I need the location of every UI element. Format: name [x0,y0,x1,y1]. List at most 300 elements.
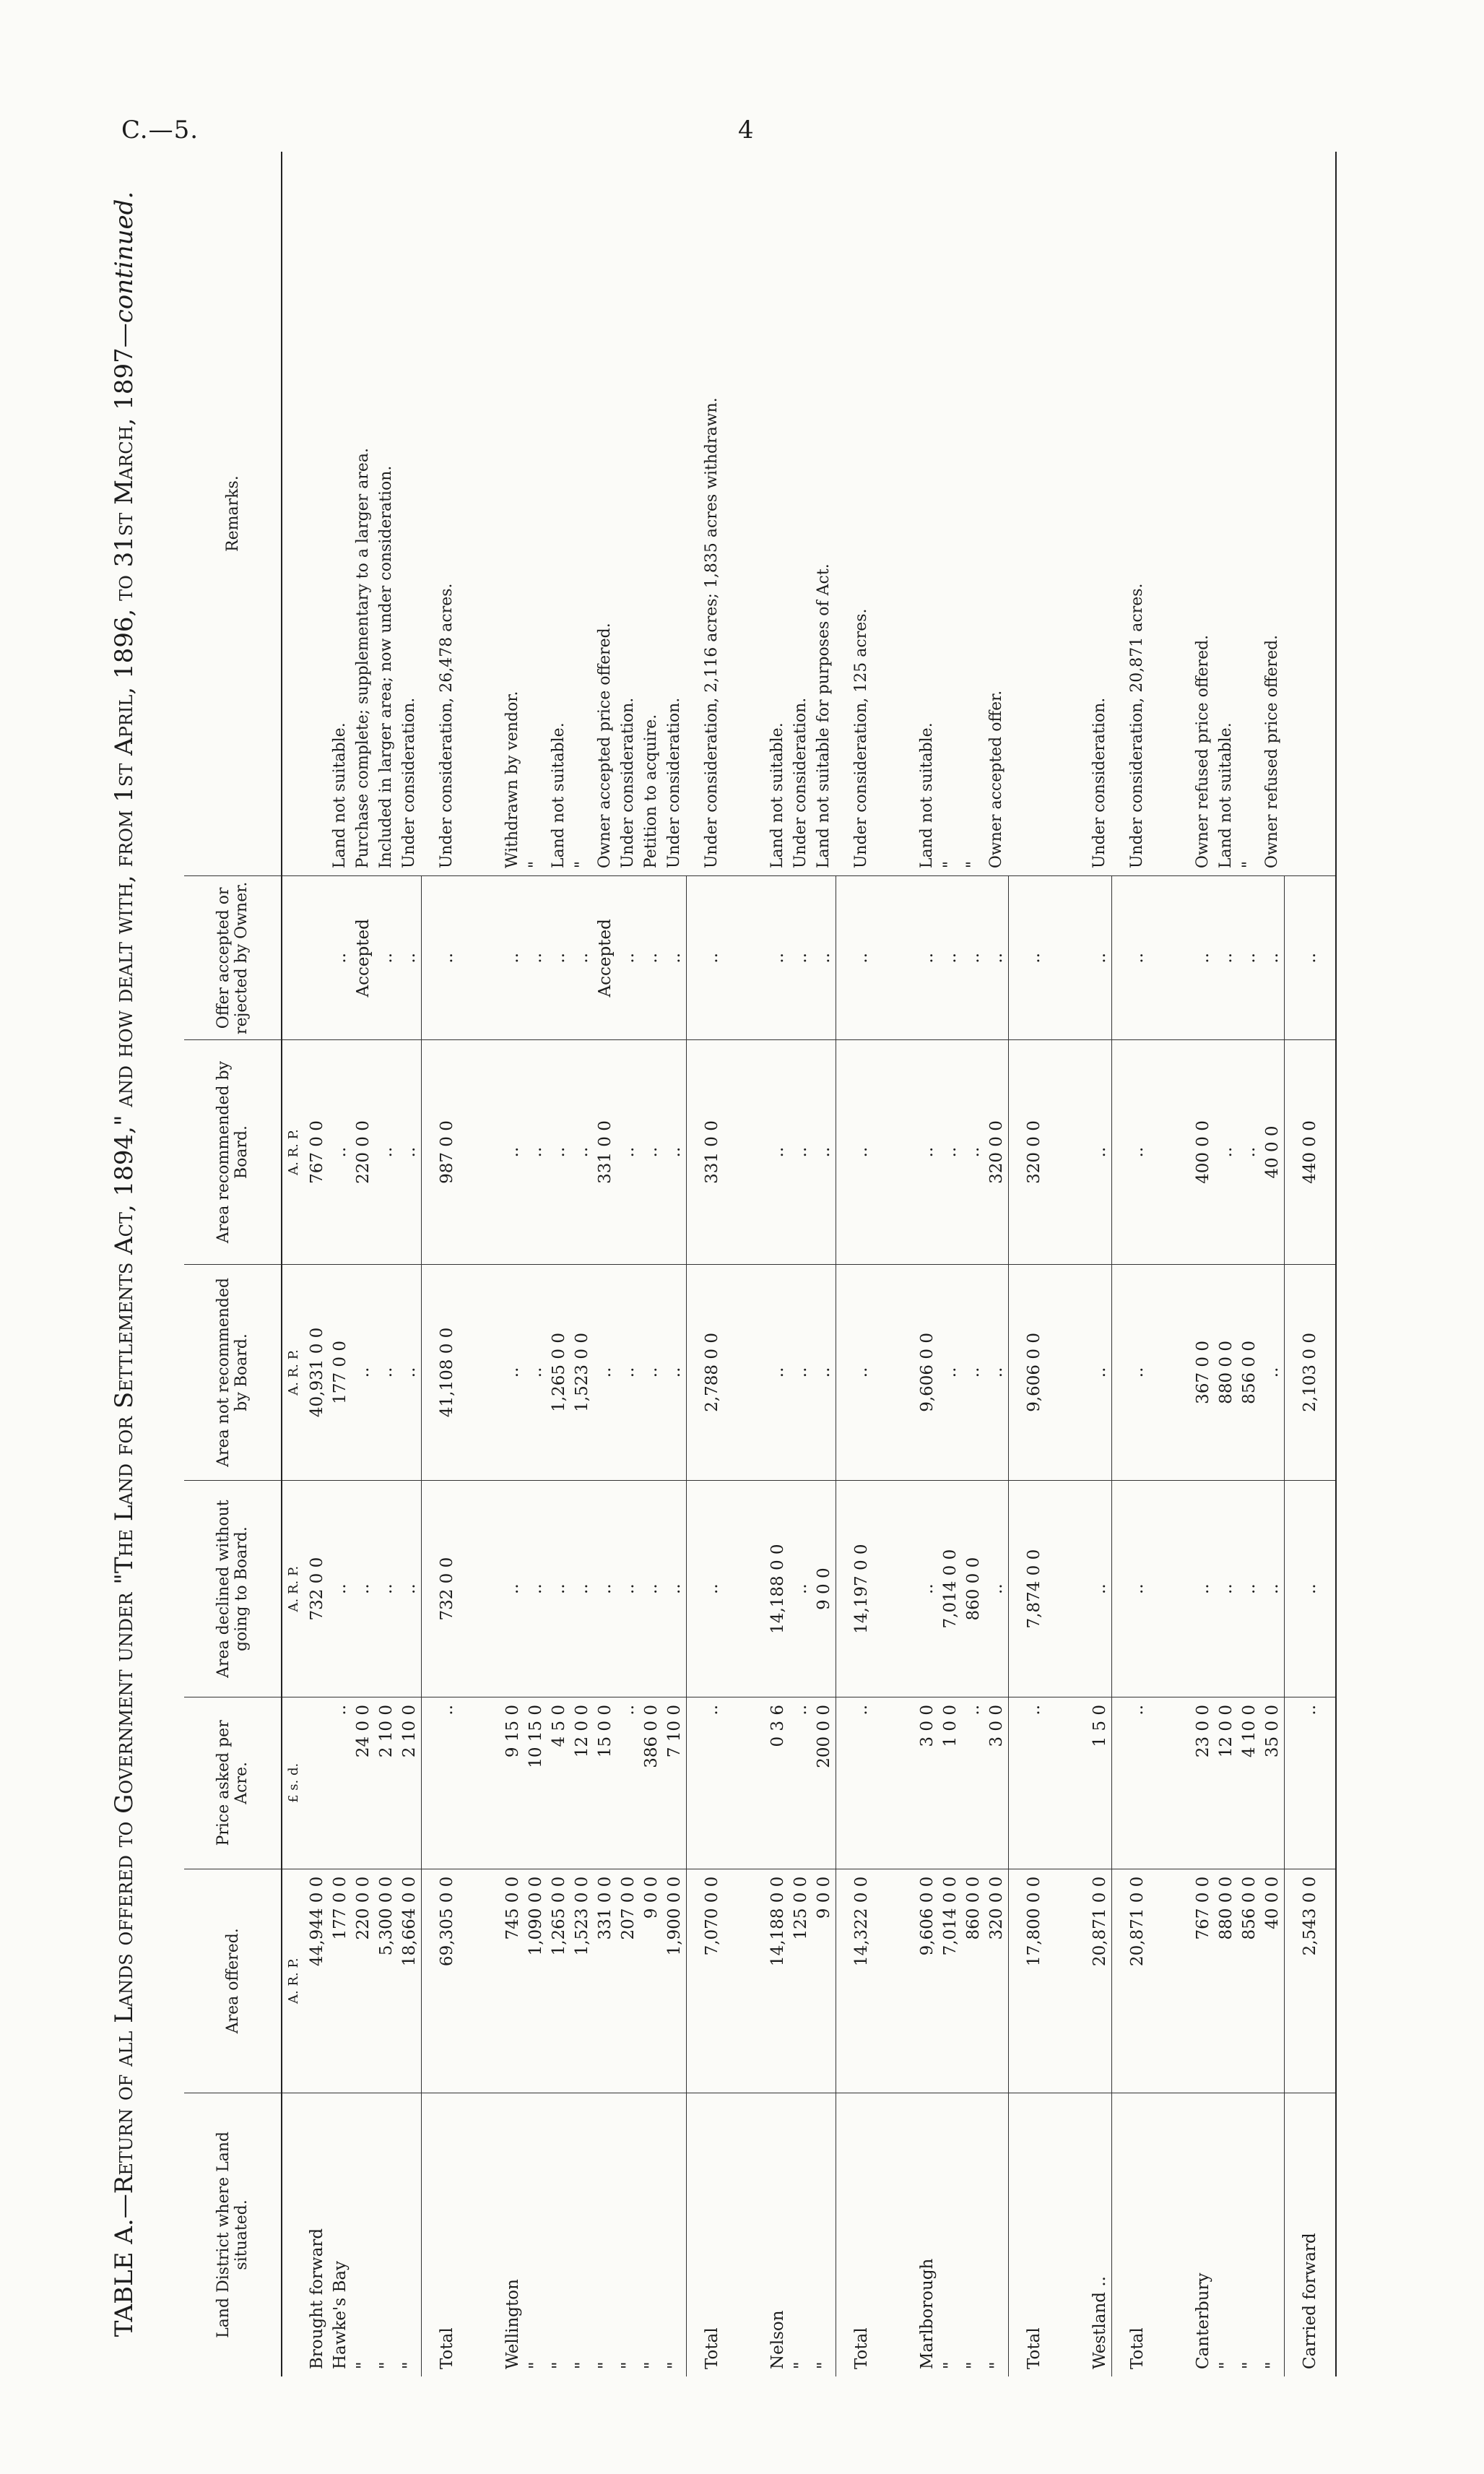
row-area-recommended: 220 0 0 [352,1040,375,1264]
row-price-per-acre: 23 0 0 [1192,1697,1215,1869]
table-caption [108,152,140,2376]
row-area-declined: .. [329,1481,352,1697]
row-area-recommended: 40 0 0 [1261,1040,1285,1264]
row-area-not-recommended: .. [836,1264,888,1481]
row-area-declined: .. [398,1481,422,1697]
spacer-cell [737,1481,766,1697]
row-area-not-recommended: 9,606 0 0 [1009,1264,1060,1481]
row-remarks: Land not suitable. [916,152,939,876]
row-remarks: Owner refused price offered. [1192,152,1215,876]
row-district: " [1263,2361,1282,2369]
row-area-offered: 17,800 0 0 [1009,1869,1060,2093]
row-area-offered: 9 0 0 [640,1869,663,2093]
row-area-recommended: .. [962,1040,985,1264]
row-area-not-recommended: .. [640,1264,663,1481]
row-area-offered: 2,543 0 0 [1285,1869,1337,2093]
row-district: " [550,2361,568,2369]
total-row [1285,152,1337,2376]
row-area-not-recommended: 40,931 0 0 [305,1264,329,1481]
table-row [789,152,812,2376]
row-area-offered: 745 0 0 [501,1869,524,2093]
row-remarks: Under consideration. [789,152,812,876]
spacer-cell [472,152,501,876]
row-price-per-acre: .. [617,1697,640,1869]
row-offer-status: .. [524,876,547,1040]
spacer-cell [887,876,916,1040]
row-offer-status: .. [398,876,422,1040]
table-row [1215,152,1238,2376]
row-district: " [573,2361,591,2369]
row-area-recommended: .. [1088,1040,1112,1264]
row-price-per-acre [305,1697,329,1869]
spacer-cell [737,1040,766,1264]
row-district: Nelson [768,2310,787,2369]
row-area-declined: .. [1088,1481,1112,1697]
row-offer-status: .. [1215,876,1238,1040]
spacer-cell [472,1040,501,1264]
row-area-offered: 69,305 0 0 [422,1869,473,2093]
row-area-offered: 856 0 0 [1238,1869,1261,2093]
row-offer-status [305,876,329,1040]
spacer-row [737,152,766,2376]
row-area-not-recommended: .. [663,1264,687,1481]
row-area-recommended: .. [375,1040,398,1264]
row-district: " [941,2361,960,2369]
row-district: Wellington [503,2279,522,2369]
spacer-cell [737,1264,766,1481]
row-area-recommended: .. [1215,1040,1238,1264]
row-area-not-recommended: 880 0 0 [1215,1264,1238,1481]
row-remarks: Land not suitable. [329,152,352,876]
table-row [398,152,422,2376]
table-row [617,152,640,2376]
row-remarks: " [962,152,985,876]
row-area-recommended: .. [329,1040,352,1264]
row-area-declined: 732 0 0 [422,1481,473,1697]
row-offer-status: .. [1285,876,1337,1040]
row-offer-status: Accepted [594,876,617,1040]
table-row [352,152,375,2376]
row-remarks: Under consideration, 125 acres. [836,152,888,876]
row-district: " [526,2361,545,2369]
spacer-cell [737,1869,766,2093]
spacer-cell [472,1481,501,1697]
row-price-per-acre: .. [789,1697,812,1869]
row-offer-status: .. [1238,876,1261,1040]
row-remarks: Under consideration, 2,116 acres; 1,835 acres withdrawn. [687,152,738,876]
row-price-per-acre: .. [422,1697,473,1869]
row-area-offered: 1,090 0 0 [524,1869,547,2093]
unit-price: £ s. d. [282,1697,305,1869]
row-district: " [665,2361,684,2369]
row-area-offered: 14,188 0 0 [766,1869,789,2093]
spacer-cell [887,1481,916,1697]
row-area-declined: .. [640,1481,663,1697]
row-district: Westland .. [1090,2276,1109,2369]
row-price-per-acre: 12 0 0 [570,1697,594,1869]
row-remarks: Purchase complete; supplementary to a larger area. [352,152,375,876]
row-offer-status: .. [375,876,398,1040]
row-area-offered: 880 0 0 [1215,1869,1238,2093]
spacer-cell [472,1869,501,2093]
row-area-offered: 9 0 0 [812,1869,836,2093]
page-identifier: C.—5. [121,116,199,144]
row-price-per-acre: 3 0 0 [985,1697,1009,1869]
table-row [1088,152,1112,2376]
row-area-recommended: .. [1112,1040,1163,1264]
row-area-offered: 125 0 0 [789,1869,812,2093]
row-offer-status: .. [836,876,888,1040]
spacer-cell [1163,1481,1192,1697]
row-remarks: Included in larger area; now under consideration. [375,152,398,876]
row-area-declined: .. [687,1481,738,1697]
row-area-recommended: 331 0 0 [594,1040,617,1264]
row-area-offered: 40 0 0 [1261,1869,1285,2093]
row-area-offered: 1,265 0 0 [547,1869,570,2093]
row-area-recommended: 320 0 0 [1009,1040,1060,1264]
row-area-recommended: .. [789,1040,812,1264]
row-remarks: " [939,152,962,876]
row-area-not-recommended: 1,265 0 0 [547,1264,570,1481]
row-price-per-acre: .. [1112,1697,1163,1869]
table-title-continued: continued. [110,191,139,324]
row-price-per-acre: .. [962,1697,985,1869]
units-row [282,152,305,2376]
row-district: Total [1009,2093,1060,2376]
row-area-recommended: 440 0 0 [1285,1040,1337,1264]
row-area-declined: .. [1112,1481,1163,1697]
row-area-declined: .. [1285,1481,1337,1697]
row-area-offered: 860 0 0 [962,1869,985,2093]
row-remarks: Owner accepted price offered. [594,152,617,876]
row-remarks: " [524,152,547,876]
spacer-cell [737,2093,766,2376]
table-row [1192,152,1215,2376]
row-area-not-recommended: 1,523 0 0 [570,1264,594,1481]
table-row [766,152,789,2376]
header-offer-status: Offer accepted or rejected by Owner. [184,876,282,1040]
row-area-not-recommended: .. [985,1264,1009,1481]
row-area-declined: .. [547,1481,570,1697]
table-title: of all Lands offered to Government under "The Land for Settlements Act, 1894," and how dealt with, from 1st April, 1896, to 31st March, 1897— [110,323,139,2108]
row-area-recommended: .. [1238,1040,1261,1264]
row-area-declined: .. [1238,1481,1261,1697]
spacer-cell [1059,152,1088,876]
table-row [329,152,352,2376]
row-price-per-acre: 200 0 0 [812,1697,836,1869]
spacer-cell [1163,152,1192,876]
table-row [916,152,939,2376]
row-price-per-acre: 3 0 0 [916,1697,939,1869]
spacer-cell [887,1869,916,2093]
row-area-not-recommended: .. [617,1264,640,1481]
row-remarks [1285,152,1337,876]
row-area-offered: 220 0 0 [352,1869,375,2093]
rotated-table-region [108,152,1459,2376]
row-area-recommended: .. [836,1040,888,1264]
row-remarks: Under consideration. [617,152,640,876]
table-row [570,152,594,2376]
row-remarks: Land not suitable. [547,152,570,876]
row-area-offered: 7,014 0 0 [939,1869,962,2093]
spacer-cell [1059,1040,1088,1264]
table-label: TABLE A.— [110,2194,139,2337]
row-district: " [815,2361,833,2369]
row-area-recommended: .. [640,1040,663,1264]
row-area-offered: 320 0 0 [985,1869,1009,2093]
row-area-recommended: .. [501,1040,524,1264]
header-declined: Area declined without going to Board. [184,1481,282,1697]
table-row [547,152,570,2376]
row-area-recommended: 400 0 0 [1192,1040,1215,1264]
row-remarks: Under consideration, 20,871 acres. [1112,152,1163,876]
row-area-offered: 177 0 0 [329,1869,352,2093]
row-district: Total [836,2093,888,2376]
row-area-not-recommended: .. [962,1264,985,1481]
row-area-not-recommended: .. [501,1264,524,1481]
row-area-declined: 9 0 0 [812,1481,836,1697]
row-price-per-acre: 12 0 0 [1215,1697,1238,1869]
row-area-declined: .. [916,1481,939,1697]
total-row [687,152,738,2376]
land-offers-table [184,152,1337,2376]
row-price-per-acre: 0 3 6 [766,1697,789,1869]
row-remarks [305,152,329,876]
row-district: Total [687,2093,738,2376]
row-district: Total [1112,2093,1163,2376]
spacer-cell [737,876,766,1040]
spacer-cell [737,152,766,876]
unit-declined: A. R. P. [282,1481,305,1697]
header-remarks: Remarks. [184,152,282,876]
row-area-recommended: 987 0 0 [422,1040,473,1264]
row-area-not-recommended: .. [939,1264,962,1481]
row-area-recommended: .. [766,1040,789,1264]
row-area-not-recommended: .. [375,1264,398,1481]
row-offer-status: .. [501,876,524,1040]
table-title-lead: Return [110,2108,139,2194]
row-area-declined: .. [1261,1481,1285,1697]
row-price-per-acre: .. [329,1697,352,1869]
header-recommended: Area recommended by Board. [184,1040,282,1264]
spacer-cell [1163,876,1192,1040]
row-offer-status: .. [617,876,640,1040]
row-offer-status: .. [916,876,939,1040]
unit-not-recommended: A. R. P. [282,1264,305,1481]
row-price-per-acre: 35 0 0 [1261,1697,1285,1869]
table-row [1261,152,1285,2376]
row-price-per-acre: .. [1285,1697,1337,1869]
row-price-per-acre: 10 15 0 [524,1697,547,1869]
row-offer-status: .. [570,876,594,1040]
spacer-cell [887,152,916,876]
row-area-offered: 5,300 0 0 [375,1869,398,2093]
row-area-declined: .. [570,1481,594,1697]
row-area-not-recommended: .. [766,1264,789,1481]
row-area-not-recommended: .. [812,1264,836,1481]
row-offer-status: .. [547,876,570,1040]
row-price-per-acre: 7 10 0 [663,1697,687,1869]
row-offer-status: .. [962,876,985,1040]
row-area-offered: 9,606 0 0 [916,1869,939,2093]
spacer-cell [887,1040,916,1264]
row-area-not-recommended: .. [594,1264,617,1481]
row-price-per-acre: .. [836,1697,888,1869]
row-district: Carried forward [1285,2093,1337,2376]
unit-remarks-blank [282,152,305,876]
row-offer-status: .. [985,876,1009,1040]
table-row [1238,152,1261,2376]
row-price-per-acre: 4 10 0 [1238,1697,1261,1869]
row-area-recommended: .. [524,1040,547,1264]
row-area-declined: 14,197 0 0 [836,1481,888,1697]
row-remarks [1009,152,1060,876]
row-remarks: Withdrawn by vendor. [501,152,524,876]
spacer-cell [1059,1481,1088,1697]
row-area-not-recommended: 9,606 0 0 [916,1264,939,1481]
spacer-cell [472,2093,501,2376]
row-area-declined: .. [985,1481,1009,1697]
row-offer-status: .. [789,876,812,1040]
row-area-declined: .. [501,1481,524,1697]
row-area-offered: 18,664 0 0 [398,1869,422,2093]
unit-recommended: A. R. P. [282,1040,305,1264]
row-offer-status: .. [1112,876,1163,1040]
spacer-cell [1059,2093,1088,2376]
header-price: Price asked per Acre. [184,1697,282,1869]
row-area-not-recommended: .. [398,1264,422,1481]
row-price-per-acre: 2 10 0 [375,1697,398,1869]
row-area-recommended: .. [916,1040,939,1264]
row-district: " [1217,2361,1236,2369]
row-remarks: Owner accepted offer. [985,152,1009,876]
spacer-row [1163,152,1192,2376]
row-area-recommended: .. [617,1040,640,1264]
row-price-per-acre: 4 5 0 [547,1697,570,1869]
row-area-not-recommended: .. [352,1264,375,1481]
row-area-recommended: .. [663,1040,687,1264]
row-area-not-recommended: 2,103 0 0 [1285,1264,1337,1481]
row-area-offered: 767 0 0 [1192,1869,1215,2093]
table-row [305,152,329,2376]
row-district: " [964,2361,983,2369]
spacer-cell [472,1697,501,1869]
table-row [375,152,398,2376]
row-district: " [377,2361,396,2369]
table-row [663,152,687,2376]
row-area-not-recommended: 41,108 0 0 [422,1264,473,1481]
spacer-cell [1163,1264,1192,1481]
row-remarks: Petition to acquire. [640,152,663,876]
row-offer-status: .. [1261,876,1285,1040]
row-price-per-acre: 1 0 0 [939,1697,962,1869]
row-area-declined: .. [663,1481,687,1697]
row-remarks: Land not suitable. [766,152,789,876]
row-price-per-acre: 1 5 0 [1088,1697,1112,1869]
row-district: Hawke's Bay [331,2260,350,2369]
row-offer-status: .. [422,876,473,1040]
spacer-cell [472,876,501,1040]
row-area-not-recommended: .. [524,1264,547,1481]
row-price-per-acre: 2 10 0 [398,1697,422,1869]
row-remarks: Owner refused price offered. [1261,152,1285,876]
row-offer-status: .. [1009,876,1060,1040]
row-area-recommended: .. [939,1040,962,1264]
row-remarks: Under consideration, 26,478 acres. [422,152,473,876]
row-area-declined: .. [375,1481,398,1697]
row-area-offered: 14,322 0 0 [836,1869,888,2093]
spacer-cell [1163,2093,1192,2376]
spacer-row [1059,152,1088,2376]
header-district: Land District where Land situated. [184,2093,282,2376]
spacer-cell [887,1697,916,1869]
row-price-per-acre: .. [687,1697,738,1869]
table-row [501,152,524,2376]
row-district: Total [422,2093,473,2376]
row-area-declined: 860 0 0 [962,1481,985,1697]
header-row [184,152,282,2376]
table-row [985,152,1009,2376]
row-remarks: Under consideration. [398,152,422,876]
unit-area-offered: A. R. P. [282,1869,305,2093]
table-row [939,152,962,2376]
row-remarks: Land not suitable. [1215,152,1238,876]
spacer-cell [1163,1869,1192,2093]
spacer-cell [472,1264,501,1481]
total-row [1112,152,1163,2376]
row-offer-status: .. [687,876,738,1040]
row-area-declined: .. [352,1481,375,1697]
spacer-cell [887,1264,916,1481]
page-number: 4 [738,116,754,144]
row-district: " [1240,2361,1259,2369]
row-offer-status: .. [640,876,663,1040]
row-area-not-recommended: 177 0 0 [329,1264,352,1481]
total-row [422,152,473,2376]
row-district: Canterbury [1194,2272,1212,2369]
row-area-declined: .. [1192,1481,1215,1697]
row-area-not-recommended: .. [1112,1264,1163,1481]
row-price-per-acre: 24 0 0 [352,1697,375,1869]
row-area-offered: 1,900 0 0 [663,1869,687,2093]
row-district: " [596,2361,615,2369]
row-district: Marlborough [918,2258,937,2369]
row-area-offered: 44,944 0 0 [305,1869,329,2093]
row-offer-status: .. [766,876,789,1040]
row-offer-status: Accepted [352,876,375,1040]
row-remarks: " [570,152,594,876]
spacer-row [472,152,501,2376]
row-offer-status: .. [939,876,962,1040]
table-body [305,152,1336,2376]
row-area-recommended: .. [398,1040,422,1264]
row-area-not-recommended: .. [789,1264,812,1481]
row-remarks: Land not suitable for purposes of Act. [812,152,836,876]
row-area-offered: 7,070 0 0 [687,1869,738,2093]
spacer-cell [737,1697,766,1869]
spacer-cell [1059,1697,1088,1869]
spacer-cell [1059,1264,1088,1481]
row-offer-status: .. [812,876,836,1040]
row-area-declined: .. [594,1481,617,1697]
row-offer-status: .. [1192,876,1215,1040]
table-row [640,152,663,2376]
row-area-not-recommended: .. [1088,1264,1112,1481]
row-area-not-recommended: .. [1261,1264,1285,1481]
header-not-recommended: Area not recommended by Board. [184,1264,282,1481]
row-area-recommended: 320 0 0 [985,1040,1009,1264]
row-price-per-acre: 15 0 0 [594,1697,617,1869]
